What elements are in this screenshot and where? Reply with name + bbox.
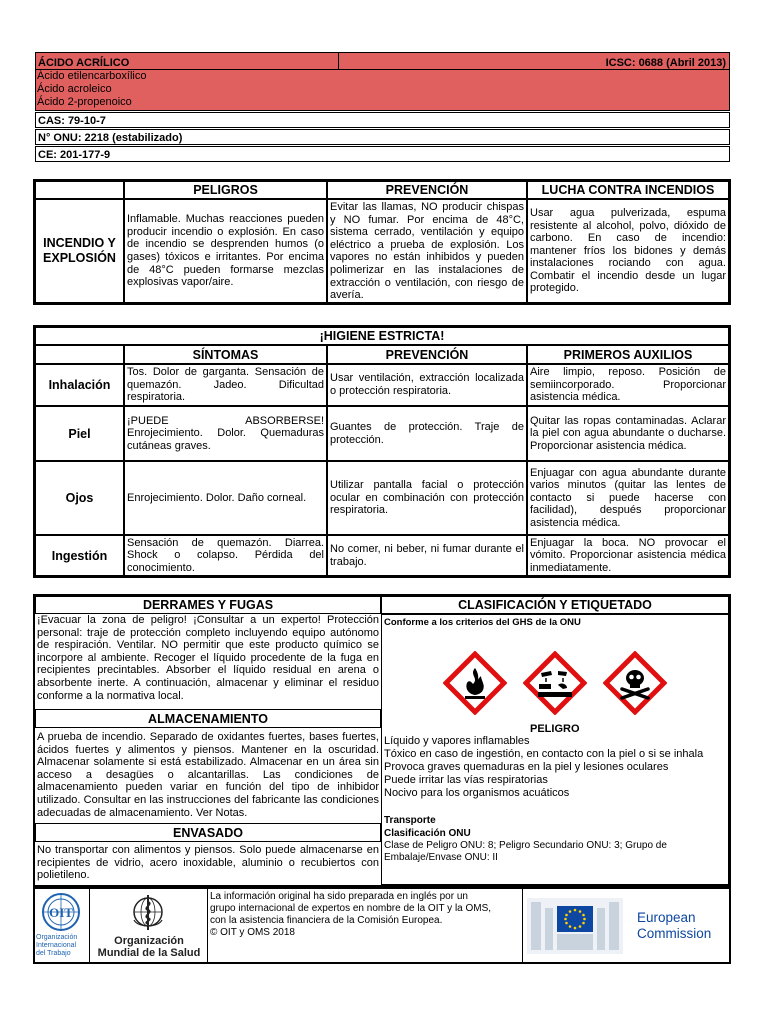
storage-text: A prueba de incendio. Separado de oxidantes fuertes, bases fuertes, ácidos fuertes y alimentos y piensos. Mantener en la oscuridad. Almacenar solamente si está estabilizado. Almacenar en un área sin acceso a desagües o alcantarillas. Las condiciones de almacenamiento pueden variar en función del tipo de inhibidor utilizado. Consultar en las instrucciones del fabricante las condiciones adecuadas de almacenamiento. Ver Notas. xyxy=(37,731,379,819)
hygiene-header-auxilios: PRIMEROS AUXILIOS xyxy=(527,345,729,364)
hygiene-auxilios: Quitar las ropas contaminadas. Aclarar la piel con agua abundante o ducharse. Proporcionar asistencia médica. xyxy=(527,406,729,461)
fire-lucha: Usar agua pulverizada, espuma resistente al alcohol, polvo, dióxido de carbono. En caso de incendio: mantener fríos los bidones y demás instalaciones rociando con agua. Combatir el incendio desde un lugar protegido. xyxy=(527,199,729,303)
signal-word: PELIGRO xyxy=(530,723,580,735)
packaging-text: No transportar con alimentos y piensos. Solo puede almacenarse en recipientes de vidrio, acero inoxidable, aluminio o recubiertos con polietileno. xyxy=(37,844,379,882)
footer-divider xyxy=(89,889,90,962)
hygiene-row-label: Ojos xyxy=(35,461,124,535)
ghs-heading: Conforme a los criterios del GHS de la ONU xyxy=(384,617,581,628)
ec-logo xyxy=(525,892,729,960)
svg-text:OIT: OIT xyxy=(49,905,73,920)
oit-caption xyxy=(36,934,77,958)
skull-crossbones-icon xyxy=(603,651,667,715)
synonym: Ácido acroleico xyxy=(37,83,112,95)
fire-peligros: Inflamable. Muchas reacciones pueden producir incendio o explosión. En caso de incendio se desprenden humos (o gases) tóxicos e irritantes. Por encima de 48°C pueden formarse mezclas explosivas vapor/aire. xyxy=(124,199,327,303)
hygiene-auxilios: Enjuagar con agua abundante durante varios minutos (quitar las lentes de contacto si puede hacerse con facilidad), después proporcionar asistencia médica. xyxy=(527,461,729,535)
hygiene-row-label: Inhalación xyxy=(35,364,124,406)
footer-divider xyxy=(207,889,208,962)
fire-row-label: INCENDIO Y EXPLOSIÓN xyxy=(35,199,124,303)
oms-name xyxy=(92,935,206,959)
hygiene-prevencion: Usar ventilación, extracción localizada o protección respiratoria. xyxy=(327,364,527,406)
corrosion-icon xyxy=(523,651,587,715)
hygiene-sintomas: ¡PUEDE ABSORBERSE! Enrojecimiento. Dolor. Quemaduras cutáneas graves. xyxy=(124,406,327,461)
oms-logo xyxy=(92,890,206,962)
hygiene-prevencion: Guantes de protección. Traje de protección. xyxy=(327,406,527,461)
flame-icon xyxy=(443,651,507,715)
spills-text: ¡Evacuar la zona de peligro! ¡Consultar a un experto! Protección personal: traje de protección completo incluyendo equipo autónomo de respiración. Ventilar. NO permitir que este producto químico se incorpore al ambiente. Recoger el líquido procedente de la fuga en recipientes precintables. Absorber el líquido residual en arena o absorbente inerte. A continuación, almacenar y eliminar el residuo conforme a la normativa local. xyxy=(37,614,379,702)
hazard-statement: Provoca graves quemaduras en la piel y lesiones oculares xyxy=(384,761,669,773)
ec-name xyxy=(637,910,711,942)
spills-title: DERRAMES Y FUGAS xyxy=(35,596,381,614)
hygiene-corner xyxy=(35,345,124,364)
hygiene-row-label: Ingestión xyxy=(35,535,124,576)
hygiene-sintomas: Tos. Dolor de garganta. Sensación de quemazón. Jadeo. Dificultad respiratoria. xyxy=(124,364,327,406)
synonym: Ácido 2-propenoico xyxy=(37,96,132,108)
eu-flag-icon xyxy=(527,898,623,954)
packaging-title: ENVASADO xyxy=(35,823,381,842)
footer-info-line: grupo internacional de expertos en nombre de la OIT y la OMS, xyxy=(210,903,492,914)
synonym: Ácido etilencarboxílico xyxy=(37,70,147,82)
footer-info xyxy=(210,891,522,939)
oit-caption-line: Organización xyxy=(36,934,78,941)
who-emblem-icon xyxy=(128,892,168,932)
transport-heading: Transporte xyxy=(384,815,436,826)
hygiene-sintomas: Sensación de quemazón. Diarrea. Shock o colapso. Pérdida del conocimiento. xyxy=(124,535,327,576)
chemical-name: ÁCIDO ACRÍLICO xyxy=(35,52,339,70)
hygiene-header-sintomas: SÍNTOMAS xyxy=(124,345,327,364)
hygiene-row-label: Piel xyxy=(35,406,124,461)
onu-classification-text: Clase de Peligro ONU: 8; Peligro Secundario ONU: 3; Grupo de Embalaje/Envase ONU: II xyxy=(384,840,667,863)
fire-header-lucha: LUCHA CONTRA INCENDIOS xyxy=(527,181,729,199)
oit-caption-line: Internacional xyxy=(36,942,77,949)
hygiene-prevencion: No comer, ni beber, ni fumar durante el trabajo. xyxy=(327,535,527,576)
storage-title: ALMACENAMIENTO xyxy=(35,709,381,728)
oms-name-line: Organización xyxy=(114,935,184,947)
footer-divider xyxy=(522,889,523,962)
oit-emblem-icon xyxy=(36,892,86,932)
classification-title: CLASIFICACIÓN Y ETIQUETADO xyxy=(381,596,729,614)
fire-corner xyxy=(35,181,124,199)
onu-classification-heading: Clasificación ONU xyxy=(384,828,471,839)
hazard-statement: Puede irritar las vías respiratorias xyxy=(384,774,548,786)
hygiene-title: ¡HIGIENE ESTRICTA! xyxy=(35,327,729,345)
hygiene-prevencion: Utilizar pantalla facial o protección ocular en combinación con protección respiratoria. xyxy=(327,461,527,535)
oit-caption-line: del Trabajo xyxy=(36,950,71,957)
ec-name-line: Commission xyxy=(637,926,712,941)
ghs-pictograms xyxy=(443,648,669,718)
fire-header-prevencion: PREVENCIÓN xyxy=(327,181,527,199)
footer-info-line: con la asistencia financiera de la Comisión Europea. xyxy=(210,915,443,926)
fire-prevencion: Evitar las llamas, NO producir chispas y NO fumar. Por encima de 48°C, sistema cerrado, ventilación y equipo eléctrico a prueba de explosión. Los vapores no están inhibidos y pueden polimerizar en las instalaciones de extracción o ventilación, con riesgo de avería. xyxy=(327,199,527,303)
hygiene-sintomas: Enrojecimiento. Dolor. Daño corneal. xyxy=(124,461,327,535)
hygiene-header-prevencion: PREVENCIÓN xyxy=(327,345,527,364)
onu-number: N° ONU: 2218 (estabilizado) xyxy=(35,129,730,145)
hygiene-auxilios: Aire limpio, reposo. Posición de semiincorporado. Proporcionar asistencia médica. xyxy=(527,364,729,406)
footer-info-line: © OIT y OMS 2018 xyxy=(210,927,295,938)
hygiene-auxilios: Enjuagar la boca. NO provocar el vómito. Proporcionar asistencia médica inmediatamente. xyxy=(527,535,729,576)
icsc-number: ICSC: 0688 (Abril 2013) xyxy=(338,52,730,70)
oit-logo xyxy=(36,890,86,962)
hazard-statement: Nocivo para los organismos acuáticos xyxy=(384,787,570,799)
cas-number: CAS: 79-10-7 xyxy=(35,112,730,128)
footer-info-line: La información original ha sido preparada en inglés por un xyxy=(210,891,468,902)
oms-name-line: Mundial de la Salud xyxy=(97,947,201,959)
fire-header-peligros: PELIGROS xyxy=(124,181,327,199)
hazard-statement: Líquido y vapores inflamables xyxy=(384,735,530,747)
ce-number: CE: 201-177-9 xyxy=(35,146,730,162)
hazard-statement: Tóxico en caso de ingestión, en contacto con la piel o si se inhala xyxy=(384,748,704,760)
ec-name-line: European xyxy=(637,910,696,925)
